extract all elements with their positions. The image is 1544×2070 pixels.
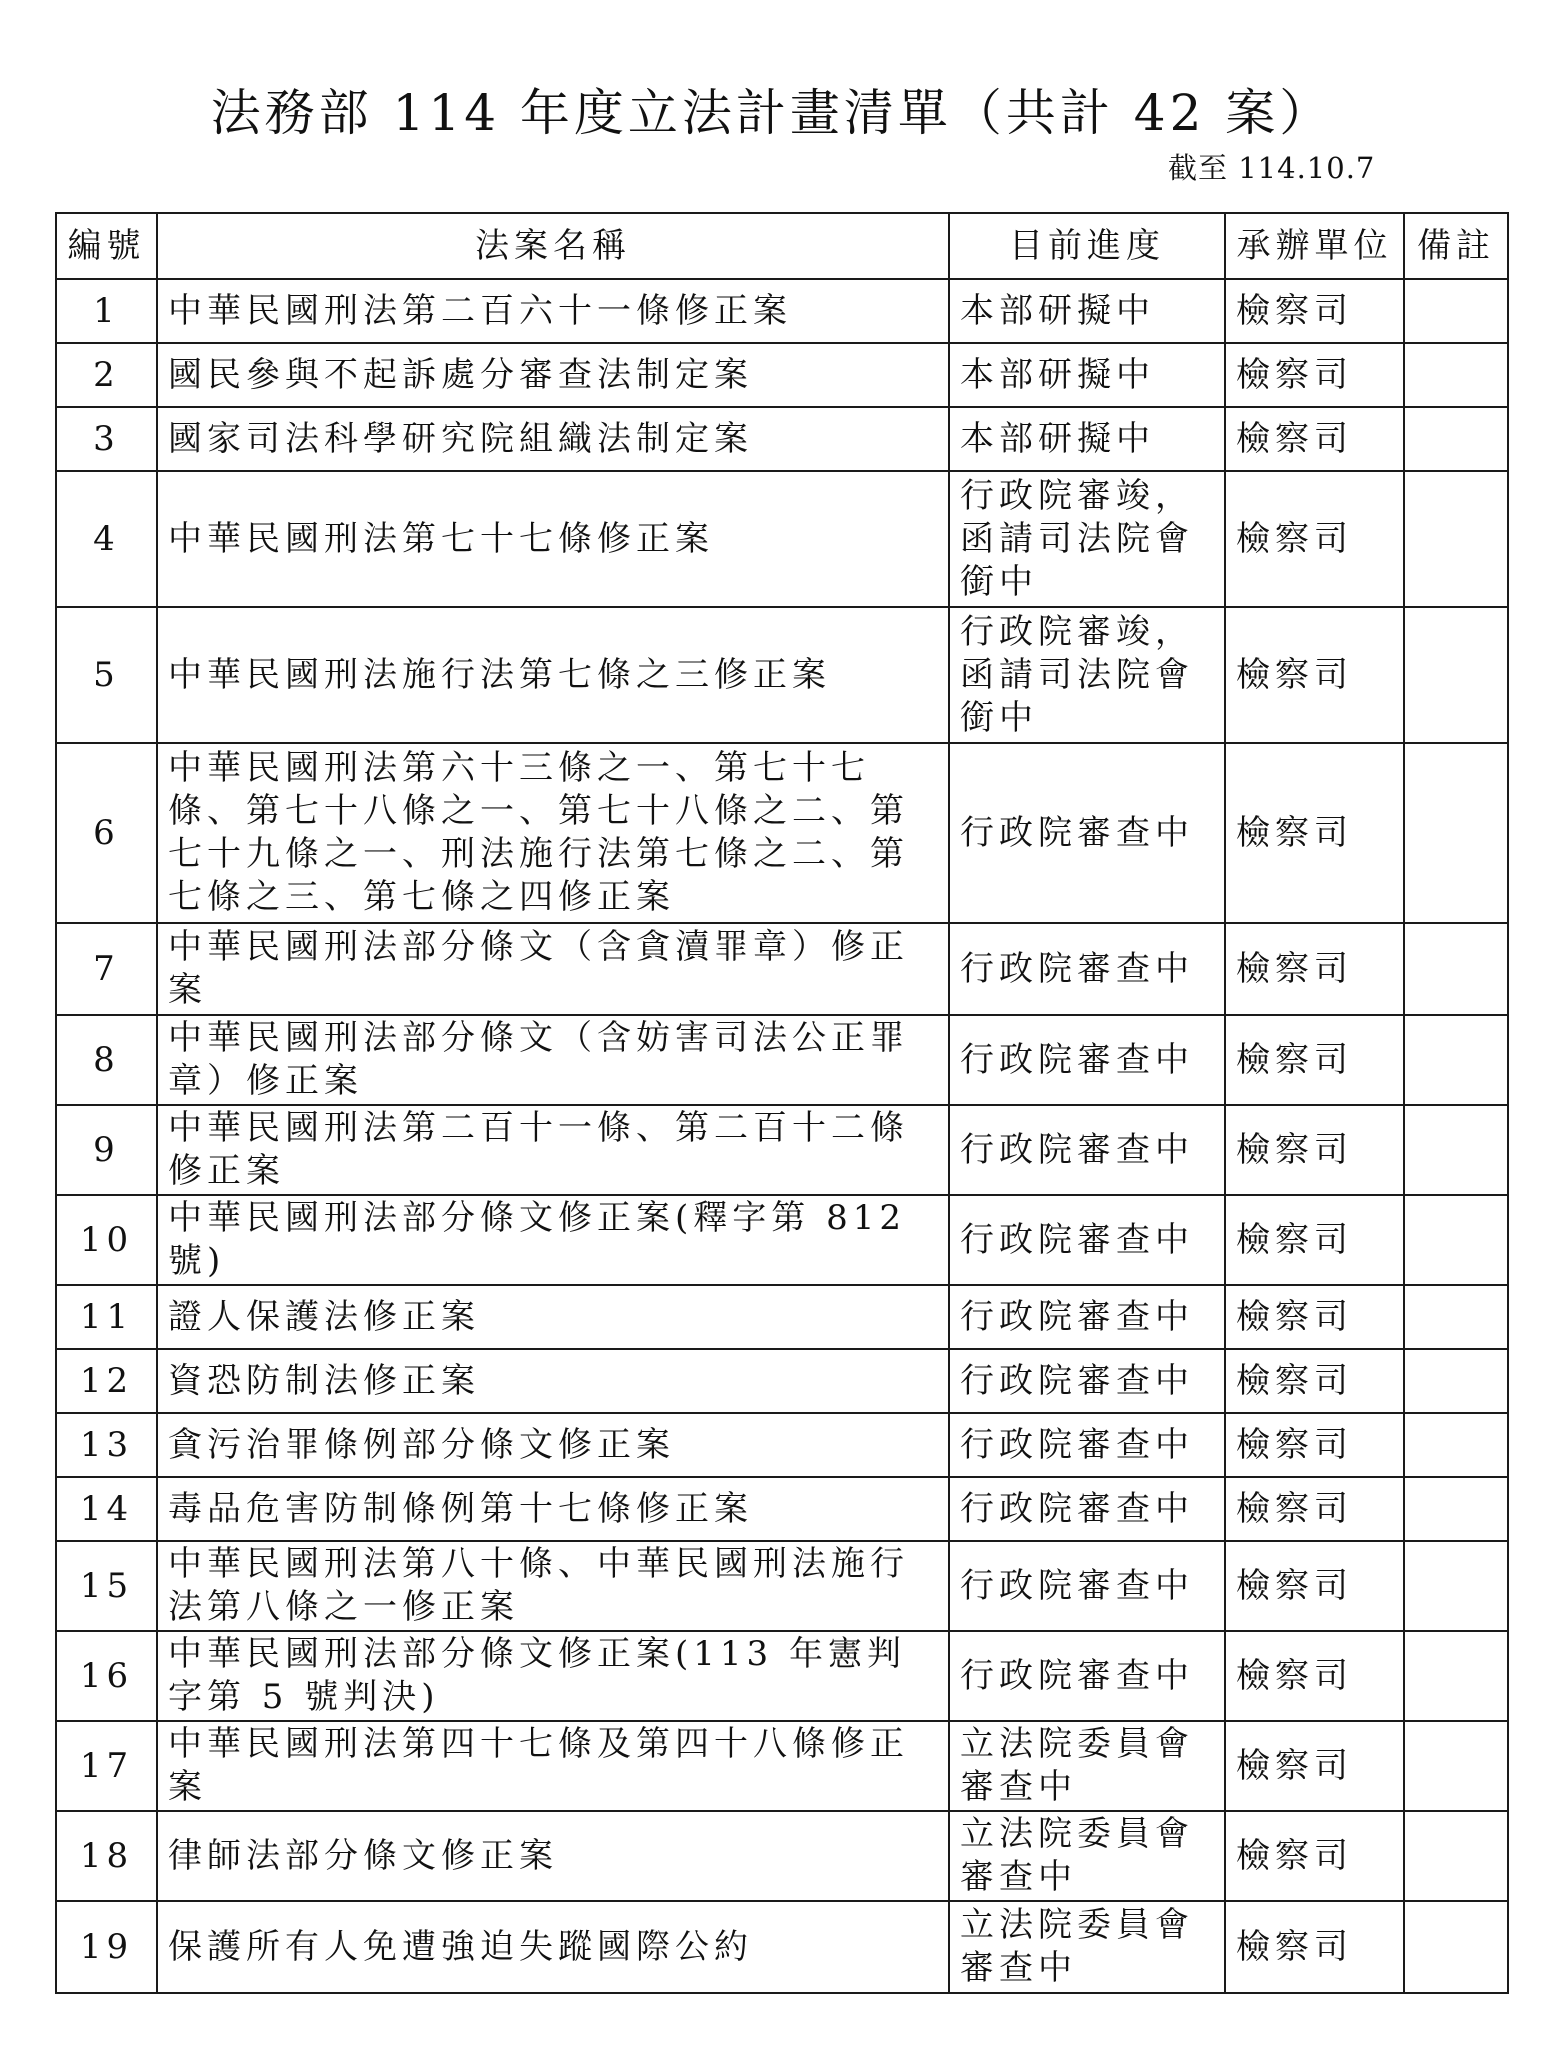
bill-number: 3 xyxy=(56,407,157,471)
bill-note xyxy=(1404,743,1508,923)
bill-name: 中華民國刑法第二百十一條、第二百十二條修正案 xyxy=(157,1105,949,1195)
legislation-table xyxy=(55,212,1509,1994)
as-of-date: 截至 114.10.7 xyxy=(1168,151,1376,185)
table-row xyxy=(56,1901,1508,1993)
bill-note xyxy=(1404,1721,1508,1811)
bill-number: 7 xyxy=(56,923,157,1015)
table-row xyxy=(56,279,1508,343)
bill-note xyxy=(1404,471,1508,607)
table-row xyxy=(56,607,1508,743)
bill-note xyxy=(1404,407,1508,471)
table-row xyxy=(56,1285,1508,1349)
bill-progress: 行政院審查中 xyxy=(949,923,1225,1015)
bill-unit: 檢察司 xyxy=(1225,1105,1404,1195)
bill-name: 律師法部分條文修正案 xyxy=(157,1811,949,1901)
bill-name: 中華民國刑法施行法第七條之三修正案 xyxy=(157,607,949,743)
bill-number: 10 xyxy=(56,1195,157,1285)
bill-note xyxy=(1404,607,1508,743)
table-row xyxy=(56,1195,1508,1285)
header-row xyxy=(56,213,1508,279)
bill-name: 國民參與不起訴處分審查法制定案 xyxy=(157,343,949,407)
bill-number: 13 xyxy=(56,1413,157,1477)
bill-note xyxy=(1404,1015,1508,1105)
table-row xyxy=(56,471,1508,607)
bill-note xyxy=(1404,1195,1508,1285)
table-row xyxy=(56,407,1508,471)
bill-name: 中華民國刑法部分條文（含貪瀆罪章）修正案 xyxy=(157,923,949,1015)
bill-name: 資恐防制法修正案 xyxy=(157,1349,949,1413)
bill-progress: 本部研擬中 xyxy=(949,407,1225,471)
bill-name: 中華民國刑法第六十三條之一、第七十七條、第七十八條之一、第七十八條之二、第七十九條之一、刑法施行法第七條之二、第七條之三、第七條之四修正案 xyxy=(157,743,949,923)
bill-progress: 行政院審查中 xyxy=(949,1413,1225,1477)
bill-number: 19 xyxy=(56,1901,157,1993)
bill-unit: 檢察司 xyxy=(1225,743,1404,923)
table-row xyxy=(56,343,1508,407)
bill-progress: 行政院審查中 xyxy=(949,1285,1225,1349)
table-row xyxy=(56,1015,1508,1105)
bill-number: 16 xyxy=(56,1631,157,1721)
bill-note xyxy=(1404,1477,1508,1541)
bill-name: 證人保護法修正案 xyxy=(157,1285,949,1349)
table-row xyxy=(56,743,1508,923)
column-header-name: 法案名稱 xyxy=(157,213,949,279)
bill-name: 中華民國刑法第七十七條修正案 xyxy=(157,471,949,607)
bill-unit: 檢察司 xyxy=(1225,407,1404,471)
bill-progress: 立法院委員會審查中 xyxy=(949,1811,1225,1901)
bill-progress: 行政院審查中 xyxy=(949,743,1225,923)
bill-progress: 本部研擬中 xyxy=(949,279,1225,343)
bill-name: 中華民國刑法部分條文修正案(113 年憲判字第 5 號判決) xyxy=(157,1631,949,1721)
bill-number: 2 xyxy=(56,343,157,407)
bill-number: 6 xyxy=(56,743,157,923)
bill-progress: 行政院審查中 xyxy=(949,1349,1225,1413)
bill-unit: 檢察司 xyxy=(1225,1477,1404,1541)
column-header-progress: 目前進度 xyxy=(949,213,1225,279)
bill-note xyxy=(1404,1901,1508,1993)
bill-note xyxy=(1404,1413,1508,1477)
bill-name: 中華民國刑法第二百六十一條修正案 xyxy=(157,279,949,343)
bill-progress: 行政院審查中 xyxy=(949,1541,1225,1631)
bill-progress: 行政院審竣，函請司法院會銜中 xyxy=(949,607,1225,743)
bill-unit: 檢察司 xyxy=(1225,343,1404,407)
bill-number: 5 xyxy=(56,607,157,743)
bill-name: 貪污治罪條例部分條文修正案 xyxy=(157,1413,949,1477)
bill-unit: 檢察司 xyxy=(1225,607,1404,743)
bill-unit: 檢察司 xyxy=(1225,1721,1404,1811)
bill-progress: 立法院委員會審查中 xyxy=(949,1901,1225,1993)
table-body xyxy=(56,279,1508,1993)
bill-note xyxy=(1404,279,1508,343)
table-row xyxy=(56,1349,1508,1413)
bill-number: 15 xyxy=(56,1541,157,1631)
bill-progress: 本部研擬中 xyxy=(949,343,1225,407)
bill-unit: 檢察司 xyxy=(1225,1541,1404,1631)
bill-name: 毒品危害防制條例第十七條修正案 xyxy=(157,1477,949,1541)
table-row xyxy=(56,923,1508,1015)
table-row xyxy=(56,1477,1508,1541)
bill-name: 中華民國刑法部分條文（含妨害司法公正罪章）修正案 xyxy=(157,1015,949,1105)
bill-unit: 檢察司 xyxy=(1225,279,1404,343)
table-header xyxy=(56,213,1508,279)
bill-progress: 行政院審查中 xyxy=(949,1105,1225,1195)
column-header-note: 備註 xyxy=(1404,213,1508,279)
bill-number: 12 xyxy=(56,1349,157,1413)
bill-number: 4 xyxy=(56,471,157,607)
bill-unit: 檢察司 xyxy=(1225,1413,1404,1477)
bill-name: 保護所有人免遭強迫失蹤國際公約 xyxy=(157,1901,949,1993)
bill-number: 17 xyxy=(56,1721,157,1811)
column-header-unit: 承辦單位 xyxy=(1225,213,1404,279)
bill-note xyxy=(1404,1631,1508,1721)
bill-number: 18 xyxy=(56,1811,157,1901)
bill-note xyxy=(1404,1541,1508,1631)
bill-unit: 檢察司 xyxy=(1225,471,1404,607)
bill-progress: 行政院審查中 xyxy=(949,1015,1225,1105)
bill-note xyxy=(1404,343,1508,407)
bill-number: 1 xyxy=(56,279,157,343)
bill-note xyxy=(1404,1349,1508,1413)
bill-name: 中華民國刑法第八十條、中華民國刑法施行法第八條之一修正案 xyxy=(157,1541,949,1631)
bill-unit: 檢察司 xyxy=(1225,1901,1404,1993)
bill-unit: 檢察司 xyxy=(1225,923,1404,1015)
table-row xyxy=(56,1811,1508,1901)
bill-progress: 行政院審查中 xyxy=(949,1195,1225,1285)
bill-name: 國家司法科學研究院組織法制定案 xyxy=(157,407,949,471)
table-row xyxy=(56,1105,1508,1195)
bill-note xyxy=(1404,923,1508,1015)
bill-unit: 檢察司 xyxy=(1225,1015,1404,1105)
table-row xyxy=(56,1541,1508,1631)
bill-progress: 立法院委員會審查中 xyxy=(949,1721,1225,1811)
column-header-no: 編號 xyxy=(56,213,157,279)
bill-number: 9 xyxy=(56,1105,157,1195)
bill-progress: 行政院審查中 xyxy=(949,1631,1225,1721)
bill-unit: 檢察司 xyxy=(1225,1811,1404,1901)
bill-unit: 檢察司 xyxy=(1225,1631,1404,1721)
table-row xyxy=(56,1631,1508,1721)
bill-name: 中華民國刑法部分條文修正案(釋字第 812 號) xyxy=(157,1195,949,1285)
bill-name: 中華民國刑法第四十七條及第四十八條修正案 xyxy=(157,1721,949,1811)
bill-number: 11 xyxy=(56,1285,157,1349)
table-row xyxy=(56,1413,1508,1477)
table-row xyxy=(56,1721,1508,1811)
bill-note xyxy=(1404,1285,1508,1349)
bill-unit: 檢察司 xyxy=(1225,1349,1404,1413)
bill-progress: 行政院審查中 xyxy=(949,1477,1225,1541)
bill-unit: 檢察司 xyxy=(1225,1285,1404,1349)
bill-number: 8 xyxy=(56,1015,157,1105)
bill-note xyxy=(1404,1811,1508,1901)
page-title: 法務部 114 年度立法計畫清單（共計 42 案） xyxy=(210,84,1334,142)
bill-unit: 檢察司 xyxy=(1225,1195,1404,1285)
bill-progress: 行政院審竣，函請司法院會銜中 xyxy=(949,471,1225,607)
bill-number: 14 xyxy=(56,1477,157,1541)
bill-note xyxy=(1404,1105,1508,1195)
